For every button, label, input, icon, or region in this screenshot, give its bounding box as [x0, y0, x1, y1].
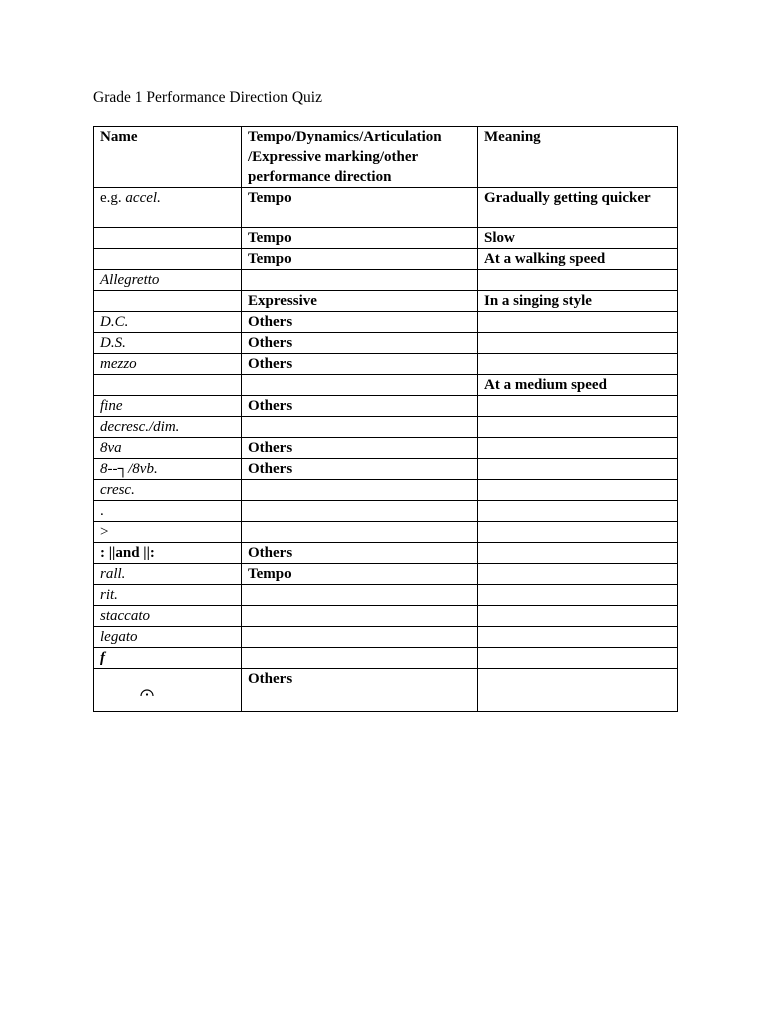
meaning-cell — [478, 501, 678, 522]
meaning-cell — [478, 648, 678, 669]
table-row — [94, 564, 678, 585]
meaning-cell — [478, 333, 678, 354]
type-cell: Others — [242, 333, 478, 354]
meaning-cell: Slow — [478, 228, 678, 249]
header-meaning: Meaning — [478, 127, 678, 188]
meaning-cell — [478, 543, 678, 564]
name-cell: D.S. — [94, 333, 242, 354]
meaning-cell: In a singing style — [478, 291, 678, 312]
table-row — [94, 312, 678, 333]
meaning-cell: Gradually getting quicker — [478, 188, 678, 228]
type-cell — [242, 606, 478, 627]
meaning-cell — [478, 627, 678, 648]
type-cell: Others — [242, 543, 478, 564]
type-cell: Others — [242, 354, 478, 375]
name-cell — [94, 228, 242, 249]
meaning-cell: At a walking speed — [478, 249, 678, 270]
table-header-row — [94, 127, 678, 188]
type-cell: Expressive — [242, 291, 478, 312]
type-cell — [242, 522, 478, 543]
meaning-cell — [478, 606, 678, 627]
type-cell: Tempo — [242, 188, 478, 228]
table-row — [94, 585, 678, 606]
meaning-cell — [478, 564, 678, 585]
table-row — [94, 648, 678, 669]
type-cell: Others — [242, 396, 478, 417]
table-row — [94, 333, 678, 354]
header-name: Name — [94, 127, 242, 188]
name-cell — [94, 249, 242, 270]
table-row — [94, 522, 678, 543]
name-cell: cresc. — [94, 480, 242, 501]
table-row — [94, 375, 678, 396]
table-row — [94, 354, 678, 375]
table-row — [94, 501, 678, 522]
type-cell: Tempo — [242, 249, 478, 270]
name-cell — [94, 188, 242, 228]
table-row — [94, 270, 678, 291]
table-row — [94, 291, 678, 312]
meaning-cell: At a medium speed — [478, 375, 678, 396]
type-cell: Others — [242, 312, 478, 333]
type-cell: Tempo — [242, 228, 478, 249]
table-row — [94, 459, 678, 480]
name-cell: f — [94, 648, 242, 669]
fermata-icon — [140, 687, 154, 697]
name-cell — [94, 375, 242, 396]
table-row — [94, 606, 678, 627]
name-cell: decresc./dim. — [94, 417, 242, 438]
table-row — [94, 438, 678, 459]
meaning-cell — [478, 522, 678, 543]
meaning-cell — [478, 438, 678, 459]
type-cell — [242, 270, 478, 291]
name-cell: 8va — [94, 438, 242, 459]
meaning-cell — [478, 354, 678, 375]
name-cell — [94, 291, 242, 312]
name-cell — [94, 669, 242, 712]
meaning-cell — [478, 480, 678, 501]
name-cell: legato — [94, 627, 242, 648]
table-row — [94, 188, 678, 228]
type-cell: Others — [242, 669, 478, 712]
type-cell: Others — [242, 438, 478, 459]
table-row — [94, 396, 678, 417]
meaning-cell — [478, 669, 678, 712]
page-title: Grade 1 Performance Direction Quiz — [93, 89, 322, 106]
meaning-cell — [478, 312, 678, 333]
table-row — [94, 249, 678, 270]
name-cell: > — [94, 522, 242, 543]
type-cell — [242, 480, 478, 501]
name-cell: staccato — [94, 606, 242, 627]
type-cell — [242, 417, 478, 438]
term-text: accel. — [125, 190, 161, 206]
name-cell: rall. — [94, 564, 242, 585]
meaning-cell — [478, 417, 678, 438]
name-cell: : ||and ||: — [94, 543, 242, 564]
meaning-cell — [478, 585, 678, 606]
name-cell: rit. — [94, 585, 242, 606]
quiz-table — [93, 126, 678, 712]
meaning-cell — [478, 270, 678, 291]
table-row — [94, 417, 678, 438]
name-cell: mezzo — [94, 354, 242, 375]
name-cell: . — [94, 501, 242, 522]
type-cell — [242, 648, 478, 669]
header-type: Tempo/Dynamics/Articulation /Expressive marking/other performance direction — [242, 127, 478, 188]
type-cell — [242, 585, 478, 606]
type-cell — [242, 627, 478, 648]
meaning-cell — [478, 396, 678, 417]
name-cell: Allegretto — [94, 270, 242, 291]
table-row — [94, 627, 678, 648]
type-cell: Others — [242, 459, 478, 480]
name-cell: D.C. — [94, 312, 242, 333]
table-row — [94, 480, 678, 501]
type-cell — [242, 501, 478, 522]
name-cell: 8--┐/8vb. — [94, 459, 242, 480]
type-cell: Tempo — [242, 564, 478, 585]
meaning-cell — [478, 459, 678, 480]
type-cell — [242, 375, 478, 396]
table-row — [94, 543, 678, 564]
table-row — [94, 669, 678, 712]
name-cell: fine — [94, 396, 242, 417]
table-row — [94, 228, 678, 249]
example-prefix: e.g. — [100, 190, 122, 206]
